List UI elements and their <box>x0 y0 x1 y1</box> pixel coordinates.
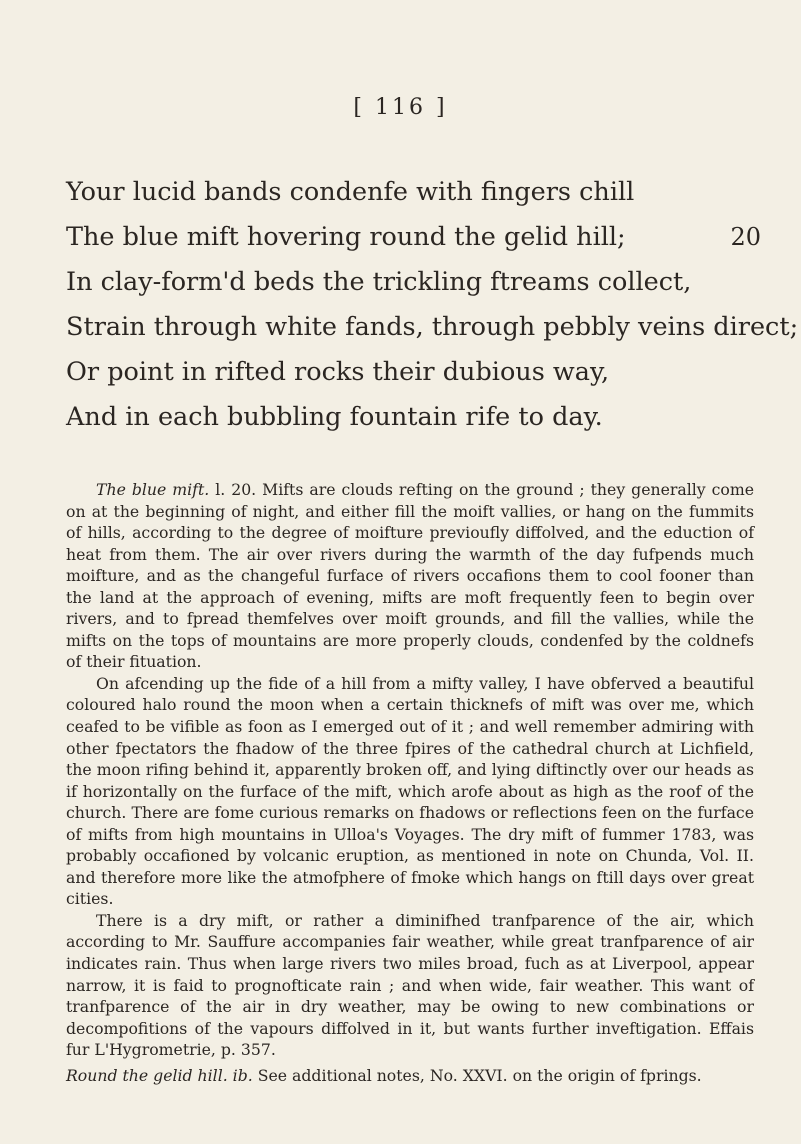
page-number: [ 116 ] <box>353 95 448 120</box>
poem-stanza <box>66 170 799 440</box>
note-lemma: The blue mift. <box>96 480 210 499</box>
poem-line <box>66 170 756 215</box>
note-body: l. 20. Mifts are clouds refting on the ground ; they generally come on at the beginning of night, and either fill the moift vallies, or hang on the fummits of hills, according to the degree of moifture previoufly diffolved, and the eduction of heat from them. The air over rivers during the warmth of the day fufpends much moifture, and as the changeful furface of rivers occafions them to cool fooner than the land at the approach of evening, mifts are moft frequently feen to begin over rivers, and to fpread themfelves over moift grounds, and fill the vallies, while the mifts on the tops of mountains are more properly clouds, condenfed by the coldnefs of their fituation. <box>66 480 754 672</box>
note-paragraph: On afcending up the fide of a hill from a mifty valley, I have obferved a beautiful coloured halo round the moon when a certain thicknefs of mift was over me, which ceafed to be vifible as foon as I emerged out of it ; and well remember admiring with other fpectators the fhadow of the three fpires of the cathedral church at Lichfield, the moon rifing behind it, apparently broken off, and lying diftinctly over our heads as if horizontally on the furface of the mift, which arofe about as high as the roof of the church. There are fome curious remarks on fhadows or reflections feen on the furface of mifts from high mountains in Ulloa's Voyages. The dry mift of fummer 1783, was probably occafioned by volcanic eruption, as mentioned in note on Chunda, Vol. II. and therefore more like the atmofphere of fmoke which hangs on ftill days over great cities. <box>66 673 754 909</box>
note-paragraph: There is a dry mift, or rather a diminifhed tranfparence of the air, which according to Mr. Sauffure accompanies fair weather, while great tranfparence of air indicates rain. Thus when large rivers two miles broad, fuch as at Liverpool, appear narrow, it is faid to prognofticate rain ; and when wide, fair weather. This want of tranfparence of the air in dry weather, may be owing to new combinations or decompofitions of the vapours diffolved in it, but wants further inveftigation. Effais fur L'Hygrometrie, p. 357. <box>66 910 754 1060</box>
poem-line-text: In clay-form'd beds the trickling ftreams collect, <box>66 267 692 297</box>
note-body: See additional notes, No. XXVI. on the origin of fprings. <box>252 1065 702 1085</box>
poem-line <box>66 395 756 440</box>
poem-line-text: Your lucid bands condenfe with fingers chill <box>66 177 635 207</box>
line-number: 20 <box>730 223 761 251</box>
poem-line-text: And in each bubbling fountain rife to day. <box>66 402 603 432</box>
footnotes <box>66 479 754 1086</box>
poem-line <box>66 305 799 350</box>
note-paragraph <box>66 479 754 673</box>
poem-line-text: Or point in rifted rocks their dubious way, <box>66 357 610 387</box>
poem-line <box>66 350 756 395</box>
poem-line-text: Strain through white fands, through pebbly veins direct; <box>66 312 799 342</box>
poem-line-text: The blue mift hovering round the gelid hill; <box>66 222 626 252</box>
note-paragraph <box>66 1065 754 1087</box>
poem-line <box>66 260 756 305</box>
poem-line <box>66 215 761 260</box>
note-lemma: Round the gelid hill. ib. <box>66 1065 253 1085</box>
